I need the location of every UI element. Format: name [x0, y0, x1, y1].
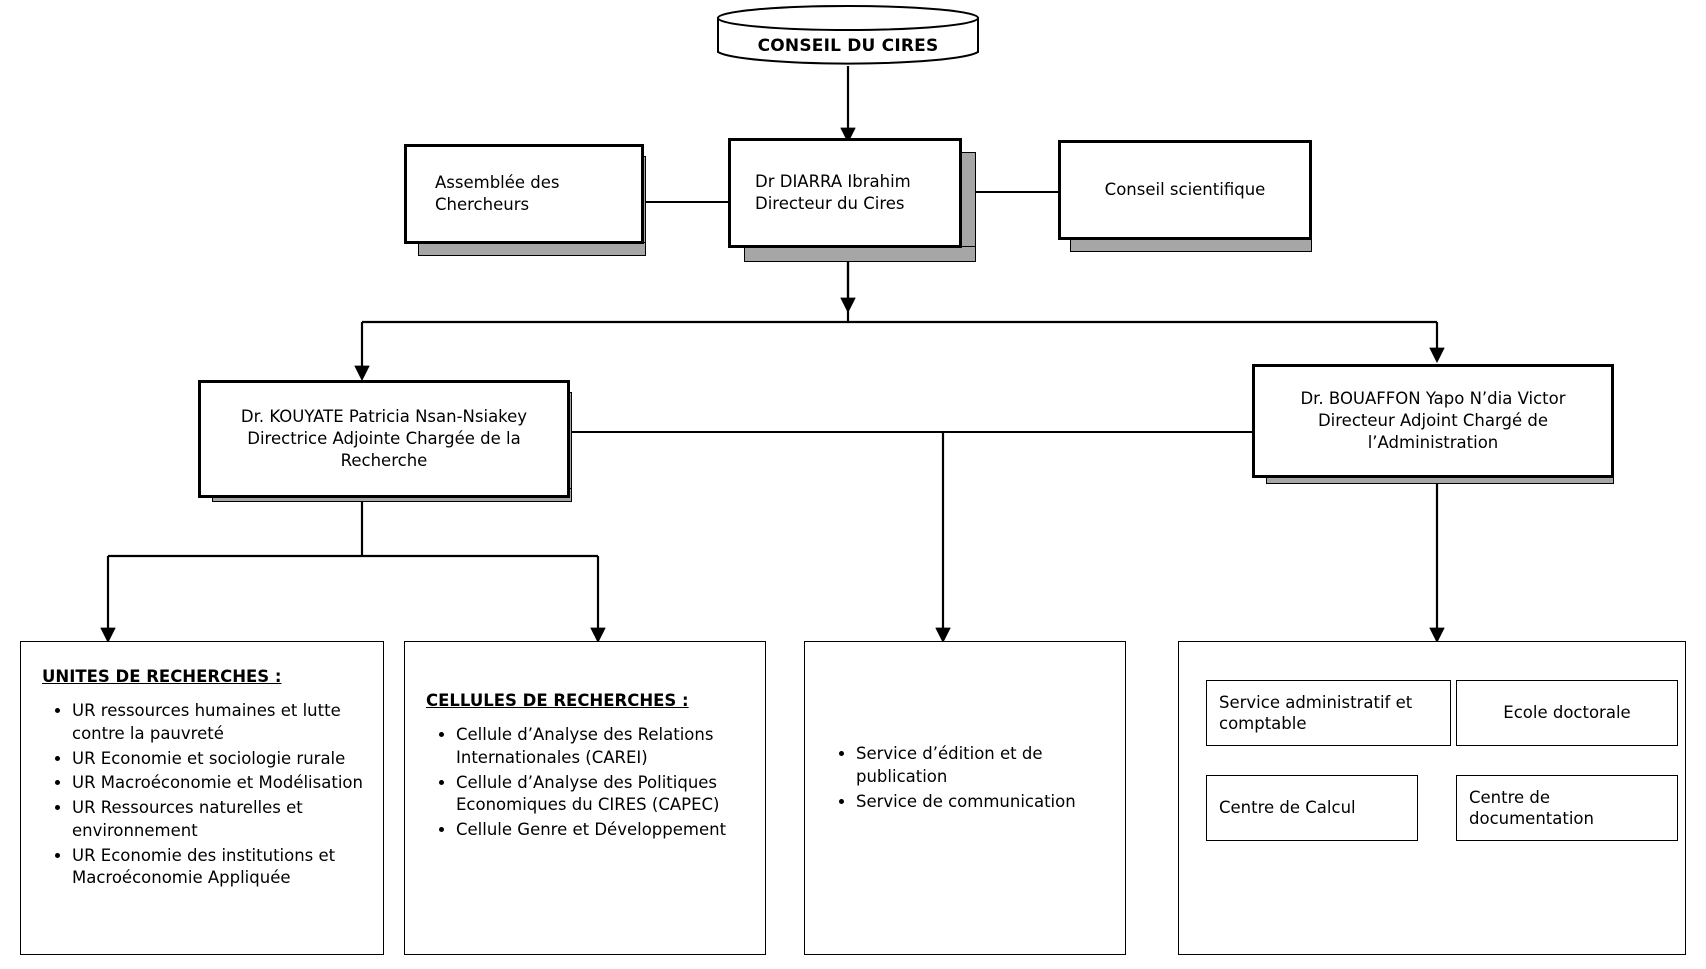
list-item: • UR Macroéconomie et Modélisation [72, 772, 370, 795]
list-item: • UR Ressources naturelles et environnement [72, 797, 370, 843]
cylinder-shape [716, 4, 980, 66]
list-item: • Cellule d’Analyse des Relations Internationales (CAREI) [456, 724, 752, 770]
assemblee-line-1: Assemblée des [435, 173, 560, 193]
box-centre-de-calcul [1206, 775, 1418, 841]
list-item: • UR Economie des institutions et Macroéconomie Appliquée [72, 845, 370, 891]
ecole-doctorale-label: Ecole doctorale [1503, 703, 1631, 723]
box-ecole-doctorale [1456, 680, 1678, 746]
list-item: • UR Economie et sociologie rurale [72, 748, 370, 771]
list-item: • Cellule Genre et Développement [456, 819, 752, 842]
centre-de-calcul-label: Centre de Calcul [1219, 798, 1356, 818]
admin-line-1: Dr. BOUAFFON Yapo N’dia Victor [1300, 389, 1566, 409]
panel-cellules-content [404, 641, 766, 955]
list-item: • UR ressources humaines et lutte contre la pauvreté [72, 700, 370, 746]
admin-line-3: l’Administration [1367, 432, 1499, 452]
box-service-administratif-et-comptable [1206, 680, 1451, 746]
node-directrice-adjointe-recherche [198, 380, 570, 498]
directeur-line-1: Dr DIARRA Ibrahim [755, 172, 911, 192]
node-directeur-du-cires [728, 138, 962, 248]
list-item: • Service de communication [856, 791, 1112, 814]
admin-line-2: Directeur Adjoint Chargé de [1317, 411, 1548, 431]
service-administratif-label: Service administratif et comptable [1219, 692, 1413, 733]
list-item: • Cellule d’Analyse des Politiques Economiques du CIRES (CAPEC) [456, 772, 752, 818]
node-directeur-adjoint-administration [1252, 364, 1614, 478]
unites-heading: UNITES DE RECHERCHES : [42, 667, 282, 686]
assemblee-shadow-bottom [418, 242, 646, 256]
services-list [826, 743, 1112, 813]
node-assemblee-des-chercheurs [404, 144, 644, 244]
node-conseil-du-cires [716, 4, 980, 66]
centre-de-documentation-label: Centre de documentation [1469, 787, 1594, 828]
panel-unites-content [20, 641, 384, 955]
panel-services-content [804, 641, 1126, 955]
node-conseil-scientifique [1058, 140, 1312, 240]
cellules-heading: CELLULES DE RECHERCHES : [426, 691, 689, 710]
cellules-list [426, 724, 752, 842]
box-centre-de-documentation [1456, 775, 1678, 841]
recherche-line-2: Directrice Adjointe Chargée de la [247, 429, 521, 449]
directeur-line-2: Directeur du Cires [755, 194, 905, 213]
recherche-line-1: Dr. KOUYATE Patricia Nsan-Nsiakey [240, 407, 528, 427]
directeur-shadow-bottom [744, 246, 976, 262]
conseil-sci-shadow-bottom [1070, 238, 1312, 252]
assemblee-line-2: Chercheurs [435, 195, 530, 214]
directeur-shadow-right [960, 152, 976, 256]
list-item: • Service d’édition et de publication [856, 743, 1112, 789]
unites-list [42, 700, 370, 890]
recherche-line-3: Recherche [340, 450, 428, 470]
conseil-cires-label: CONSEIL DU CIRES [757, 36, 939, 56]
conseil-scientifique-label: Conseil scientifique [1104, 180, 1266, 200]
